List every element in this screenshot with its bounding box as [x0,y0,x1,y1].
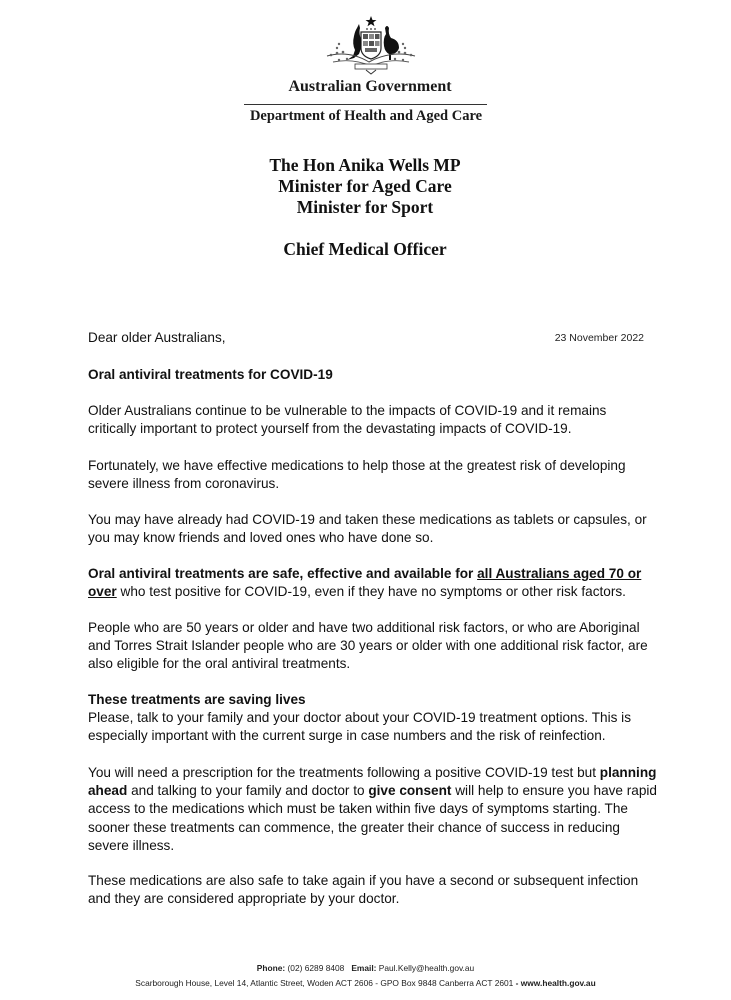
paragraph-vulnerability: Older Australians continue to be vulnerable to the impacts of COVID-19 and it remains critically important to protect yourself from the devastating impacts of COVID-19. [88,403,607,437]
eligibility-bold-text: Oral antiviral treatments are safe, effective and available for [88,566,478,581]
letter-date: 23 November 2022 [554,332,644,344]
phone-label: Phone: [256,963,286,973]
minister-role-sport: Minister for Sport [296,197,434,217]
salutation: Dear older Australians, [88,330,226,345]
eligibility-rest-text: who test positive for COVID-19, even if they have no symptoms or other risk factors. [116,584,626,600]
paragraph-other-eligibility: People who are 50 years or older and have two additional risk factors, or who are Aboriginal and Torres Strait Islander people who are 30 years or older with one additional risk factor, are also eligible for the oral antiviral treatments. [88,620,648,672]
postal-address: Scarborough House, Level 14, Atlantic Street, Woden ACT 2606 - GPO Box 9848 Canberra ACT 2601 [135,978,514,988]
give-consent-bold: give consent [368,783,452,799]
prescription-text-c: and talking to your family and doctor to [127,783,369,799]
prescription-text-a: You will need a prescription for the treatments following a positive COVID-19 test but [88,765,600,780]
minister-role-aged-care: Minister for Aged Care [278,176,452,196]
planning-ahead-bold: planning ahead [88,765,657,799]
paragraph-previous-use: You may have already had COVID-19 and taken these medications as tablets or capsules, or you may know friends and loved ones who have done so. [88,512,647,546]
signatories-block [200,155,530,260]
email-address[interactable]: Paul.Kelly@health.gov.au [378,963,475,973]
department-name: Department of Health and Aged Care [249,108,483,124]
paragraph-effective-medications: Fortunately, we have effective medications to help those at the greatest risk of developing severe illness from coronavirus. [88,458,626,492]
letterhead-divider [244,104,487,105]
footer-address [0,978,731,988]
letter-subject: Oral antiviral treatments for COVID-19 [88,367,333,382]
paragraph-talk-to-doctor: Please, talk to your family and your doctor about your COVID-19 treatment options. This is especially important with the current surge in case numbers and the risk of reinfection. [88,710,631,744]
chief-medical-officer: Chief Medical Officer [283,239,447,259]
phone-number: (02) 6289 8408 [287,963,345,973]
prescription-text-e: will help to ensure you have rapid access to the medications which must be taken within five days of symptoms starting. The sooner these treatments can commence, the greater their chance of success in reducing severe illness. [88,783,657,853]
paragraph-eligibility-70 [88,565,658,601]
paragraph-prescription [88,764,658,855]
footer-contact [0,963,731,973]
commonwealth-coat-of-arms-icon [319,14,423,76]
section-heading-saving-lives: These treatments are saving lives [88,692,306,707]
eligibility-underlined-text: all Australians aged 70 or over [88,566,642,600]
government-name: Australian Government [288,78,452,95]
paragraph-safe-again: These medications are also safe to take again if you have a second or subsequent infection and they are considered appropriate by your doctor. [88,873,639,907]
minister-name: The Hon Anika Wells MP [269,155,461,175]
email-label: Email: [351,963,377,973]
footer-separator: - [513,978,521,988]
website-link[interactable]: www.health.gov.au [520,978,596,988]
